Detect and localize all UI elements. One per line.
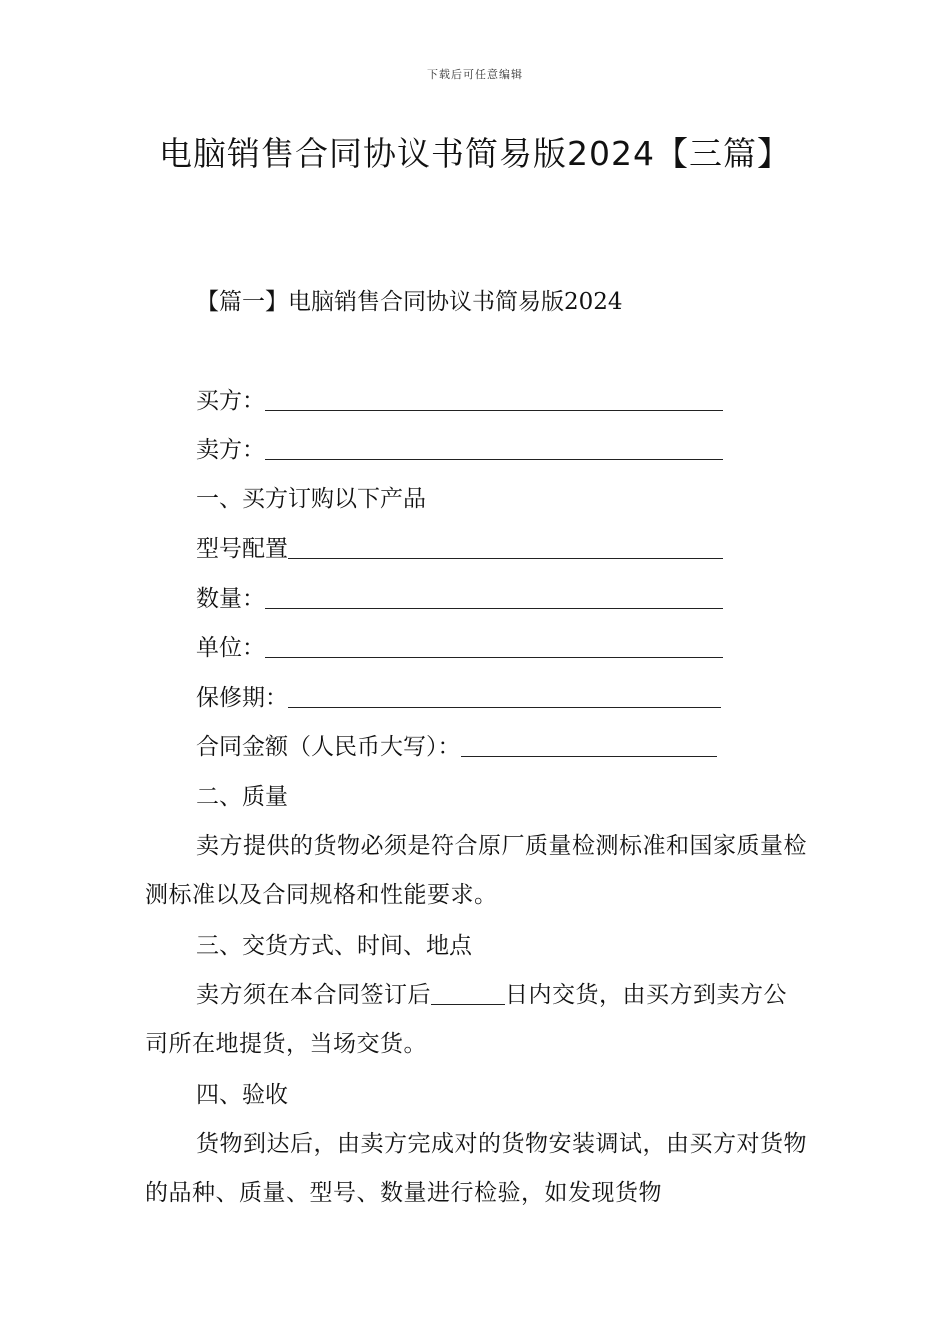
- seller-blank: [265, 437, 723, 460]
- clause2-heading: 二、质量: [196, 784, 288, 810]
- unit-blank: [265, 635, 723, 658]
- buyer-blank: [265, 388, 723, 411]
- buyer-label: 买方：: [196, 388, 265, 414]
- header-note: 下载后可任意编辑: [427, 68, 523, 81]
- amount-label: 合同金额（人民币大写）：: [196, 734, 461, 760]
- warranty-label: 保修期：: [196, 685, 288, 711]
- buyer-line: [196, 386, 723, 416]
- clause4-text: 货物到达后，由卖方完成对的货物安装调试，由买方对货物的品种、质量、型号、数量进行检验，如发现货物: [145, 1131, 807, 1206]
- amount-line: [196, 732, 717, 762]
- seller-line: [196, 435, 723, 465]
- clause1-heading: 一、买方订购以下产品: [196, 486, 426, 512]
- warranty-line: [196, 683, 721, 713]
- unit-label: 单位：: [196, 635, 265, 661]
- model-blank: [288, 536, 723, 559]
- clause3-text-after: 日内交货，由买方到卖方公司所在地提货，当场交货。: [145, 982, 787, 1057]
- model-label: 型号配置: [196, 536, 288, 562]
- section-title: 【篇一】电脑销售合同协议书简易版2024: [196, 289, 623, 315]
- document-title: 电脑销售合同协议书简易版2024【三篇】: [159, 134, 791, 173]
- clause2-text: 卖方提供的货物必须是符合原厂质量检测标准和国家质量检测标准以及合同规格和性能要求。: [145, 833, 807, 908]
- model-line: [196, 534, 723, 564]
- clause3-text-before: 卖方须在本合同签订后: [196, 982, 431, 1008]
- clause3-text: [145, 971, 810, 1069]
- amount-blank: [461, 734, 717, 757]
- clause3-heading: 三、交货方式、时间、地点: [196, 933, 472, 959]
- quantity-blank: [265, 586, 723, 609]
- unit-line: [196, 633, 723, 663]
- delivery-days-blank: [431, 982, 505, 1005]
- clause4-heading: 四、验收: [196, 1082, 288, 1108]
- quantity-line: [196, 584, 723, 614]
- warranty-blank: [288, 685, 721, 708]
- quantity-label: 数量：: [196, 586, 265, 612]
- seller-label: 卖方：: [196, 437, 265, 463]
